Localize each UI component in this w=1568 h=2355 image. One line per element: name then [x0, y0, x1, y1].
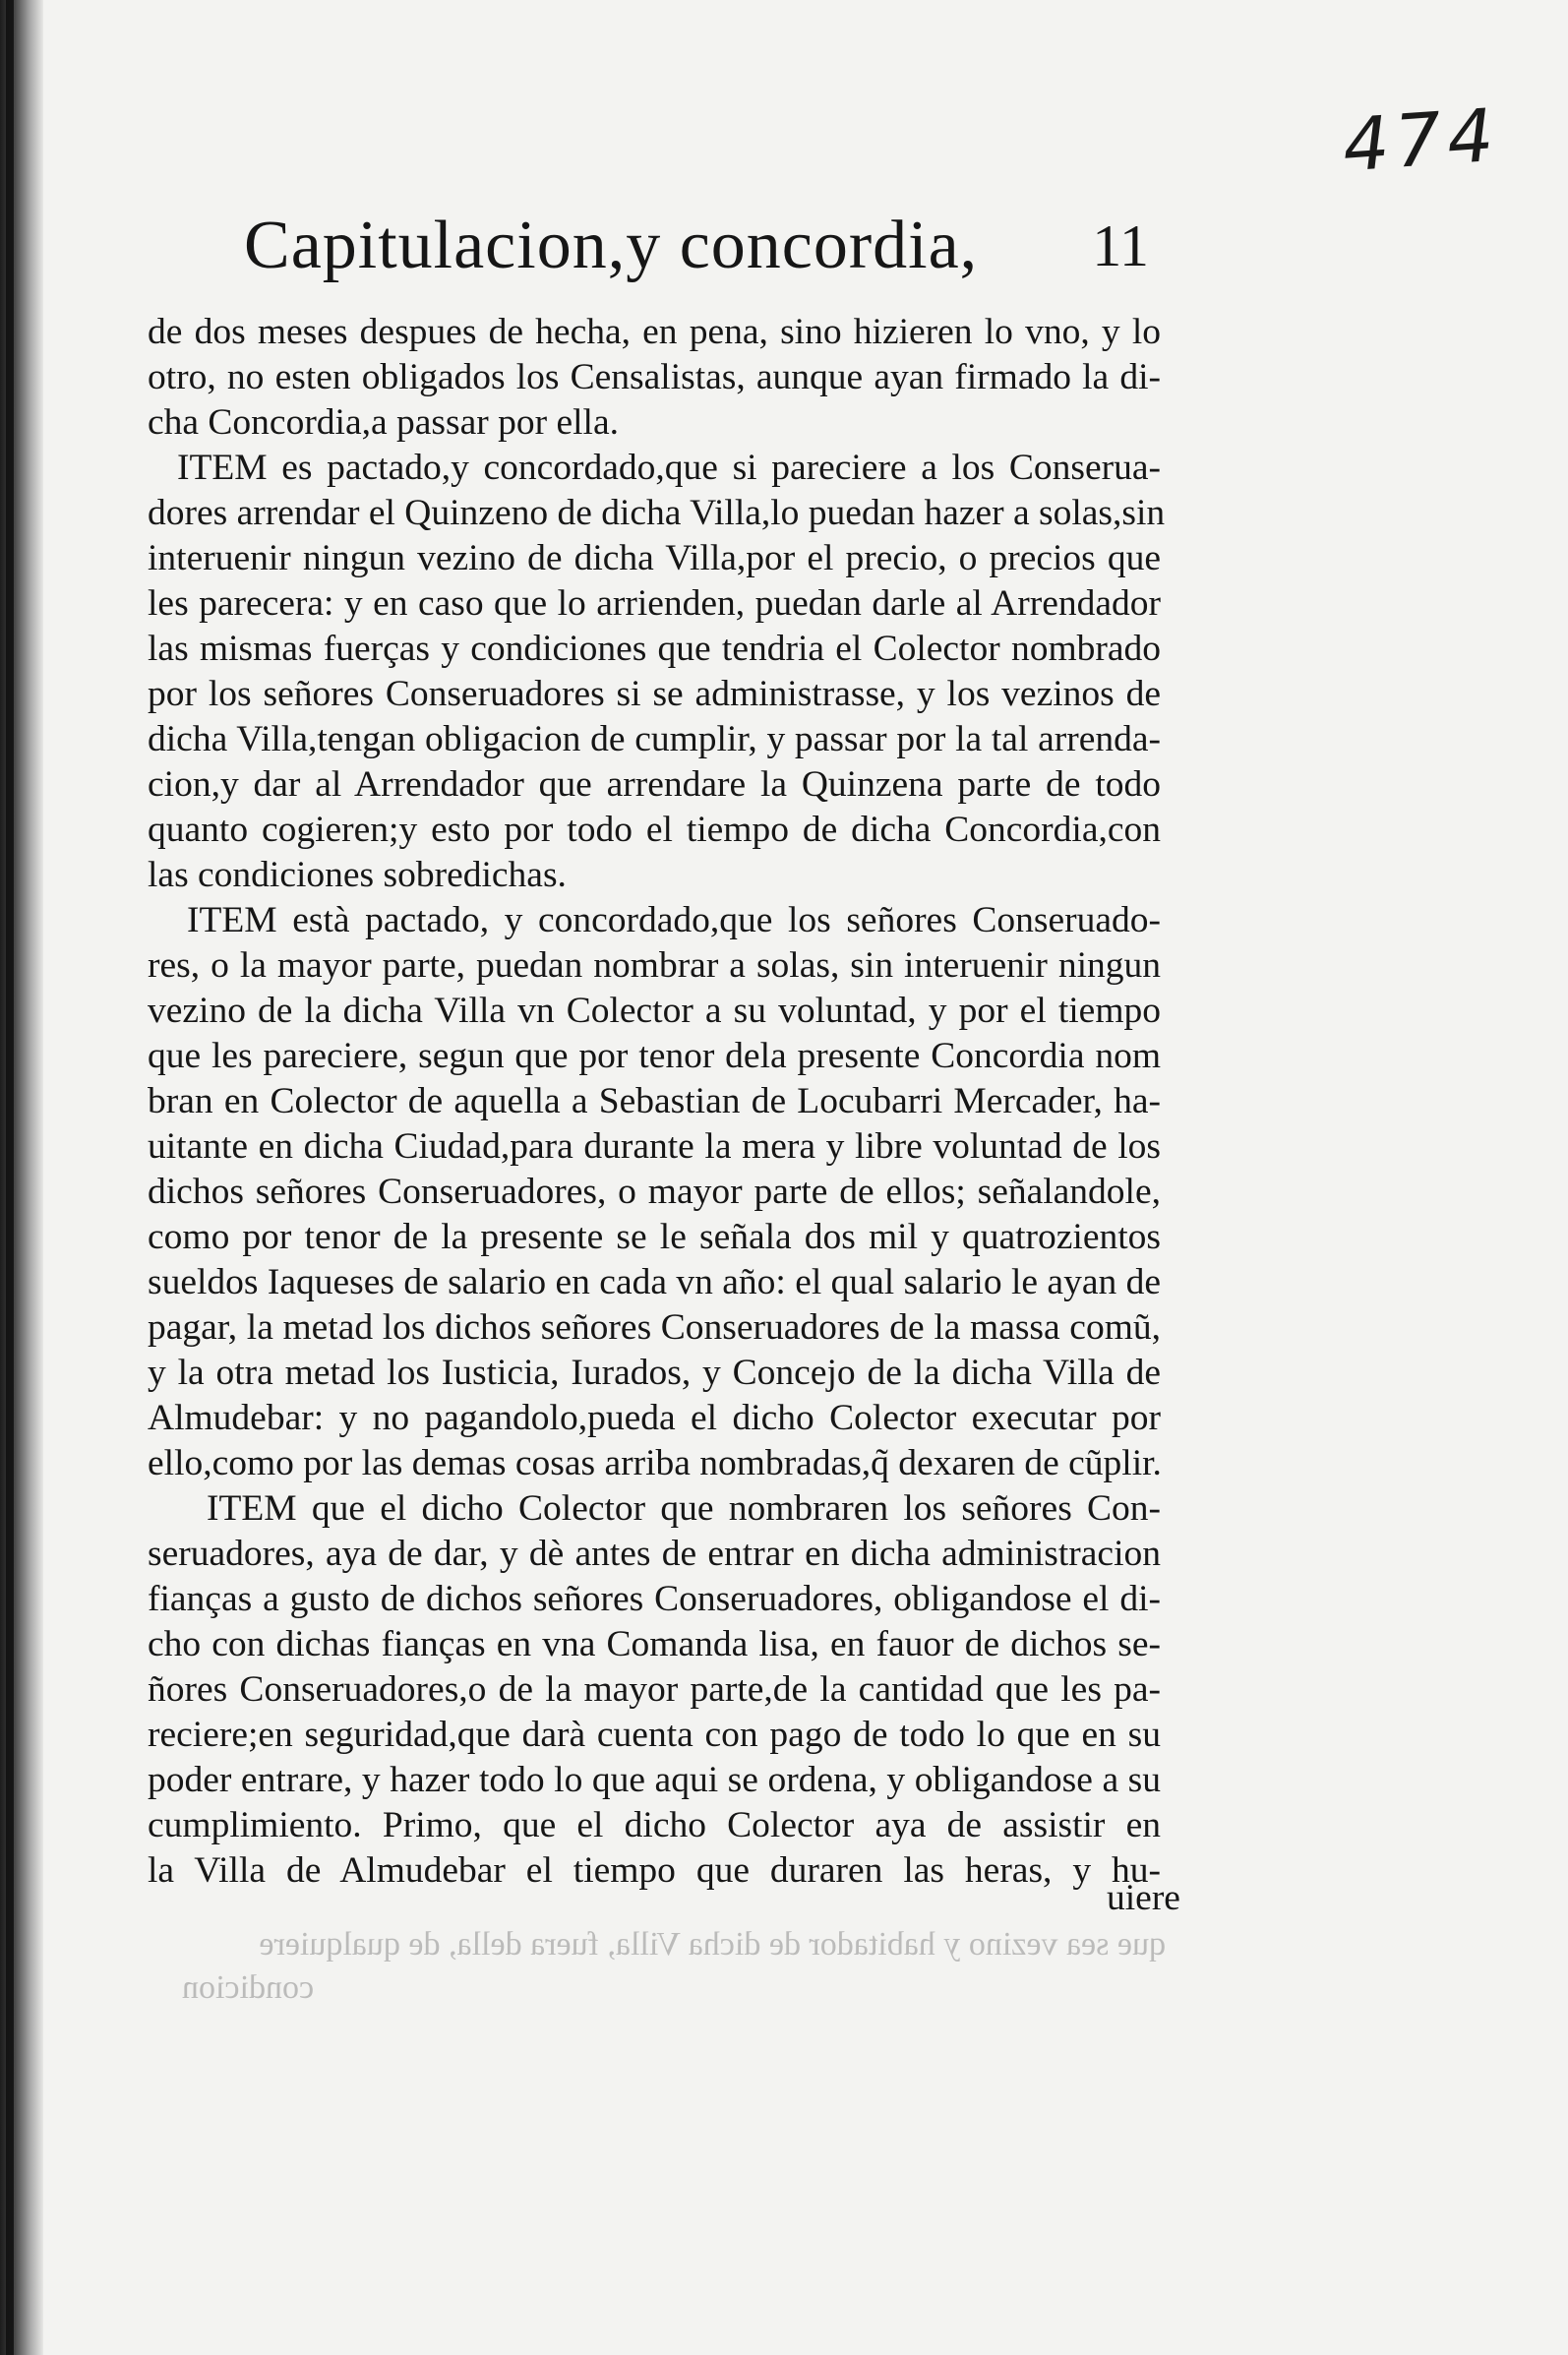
handwritten-folio-number: 474 [1340, 92, 1503, 189]
running-head [244, 197, 1149, 295]
text-line: de dos meses despues de hecha, en pena, sino hizieren lo vno, y lo [148, 312, 1161, 352]
bleed-through-text [182, 1923, 1166, 2010]
text-line: les parecera: y en caso que lo arrienden, puedan darle al Arrendador [148, 583, 1161, 624]
text-line: poder entrare, y hazer todo lo que aqui se ordena, y obligandose a su [148, 1760, 1161, 1800]
text-line: las mismas fuerças y condiciones que tendria el Colector nombrado [148, 629, 1161, 669]
text-line: como por tenor de la presente se le señala dos mil y quatrozientos [148, 1217, 1161, 1257]
text-line: dores arrendar el Quinzeno de dicha Villa,lo puedan hazer a solas,sin [148, 493, 1166, 533]
text-line: dicha Villa,tengan obligacion de cumplir, y passar por la tal arrenda- [148, 719, 1161, 759]
text-line: res, o la mayor parte, puedan nombrar a solas, sin interuenir ningun [148, 945, 1161, 986]
text-line: ITEM està pactado, y concordado,que los señores Conseruado- [187, 900, 1161, 940]
page-number: 11 [1092, 213, 1149, 278]
text-line: sueldos Iaqueses de salario en cada vn año: el qual salario le ayan de [148, 1262, 1161, 1302]
text-line: por los señores Conseruadores si se administrasse, y los vezinos de [148, 674, 1161, 714]
text-line: otro, no esten obligados los Censalistas, aunque ayan firmado la di- [148, 357, 1161, 397]
text-line: cha Concordia,a passar por ella. [148, 402, 619, 443]
text-line: las condiciones sobredichas. [148, 855, 567, 895]
text-line: Almudebar: y no pagandolo,pueda el dicho Colector executar por [148, 1398, 1161, 1438]
text-line: ello,como por las demas cosas arriba nombradas,q̃ dexaren de cũplir. [148, 1443, 1162, 1483]
text-line: que les pareciere, segun que por tenor dela presente Concordia nom [148, 1036, 1161, 1076]
text-line: bran en Colector de aquella a Sebastian de Locubarri Mercader, ha- [148, 1081, 1161, 1121]
catchword: uiere [1107, 1878, 1180, 1918]
text-line: quanto cogieren;y esto por todo el tiempo de dicha Concordia,con [148, 810, 1161, 850]
text-line: cumplimiento. Primo, que el dicho Colector aya de assistir en [148, 1805, 1161, 1845]
text-line: uitante en dicha Ciudad,para durante la mera y libre voluntad de los [148, 1126, 1161, 1167]
text-line: cion,y dar al Arrendador que arrendare la Quinzena parte de todo [148, 764, 1161, 805]
text-line: ITEM que el dicho Colector que nombraren los señores Con- [207, 1488, 1161, 1529]
text-line: reciere;en seguridad,que darà cuenta con pago de todo lo que en su [148, 1715, 1161, 1755]
text-line: ñores Conseruadores,o de la mayor parte,de la cantidad que les pa- [148, 1669, 1161, 1710]
text-line: pagar, la metad los dichos señores Conseruadores de la massa comũ, [148, 1307, 1161, 1348]
body-text [148, 310, 1166, 1894]
binding-edge [6, 0, 14, 2355]
bleed-line: que sea vezino y habitador de dicha Villa, fuera della, de qualquiere [259, 1926, 1166, 1962]
text-line: vezino de la dicha Villa vn Colector a su voluntad, y por el tiempo [148, 991, 1161, 1031]
bleed-line: condicion [182, 1969, 315, 2006]
text-line: fianças a gusto de dichos señores Conseruadores, obligandose el di- [148, 1579, 1161, 1619]
running-title: Capitulacion,y concordia, [244, 208, 979, 283]
text-line: ITEM es pactado,y concordado,que si pareciere a los Conserua- [177, 448, 1161, 488]
text-line: cho con dichas fianças en vna Comanda lisa, en fauor de dichos se- [148, 1624, 1161, 1664]
text-line: dichos señores Conseruadores, o mayor parte de ellos; señalandole, [148, 1172, 1161, 1212]
text-line: la Villa de Almudebar el tiempo que duraren las heras, y hu- [148, 1850, 1161, 1891]
text-line: seruadores, aya de dar, y dè antes de entrar en dicha administracion [148, 1534, 1161, 1574]
text-line: interuenir ningun vezino de dicha Villa,por el precio, o precios que [148, 538, 1161, 578]
text-line: y la otra metad los Iusticia, Iurados, y Concejo de la dicha Villa de [148, 1353, 1161, 1393]
